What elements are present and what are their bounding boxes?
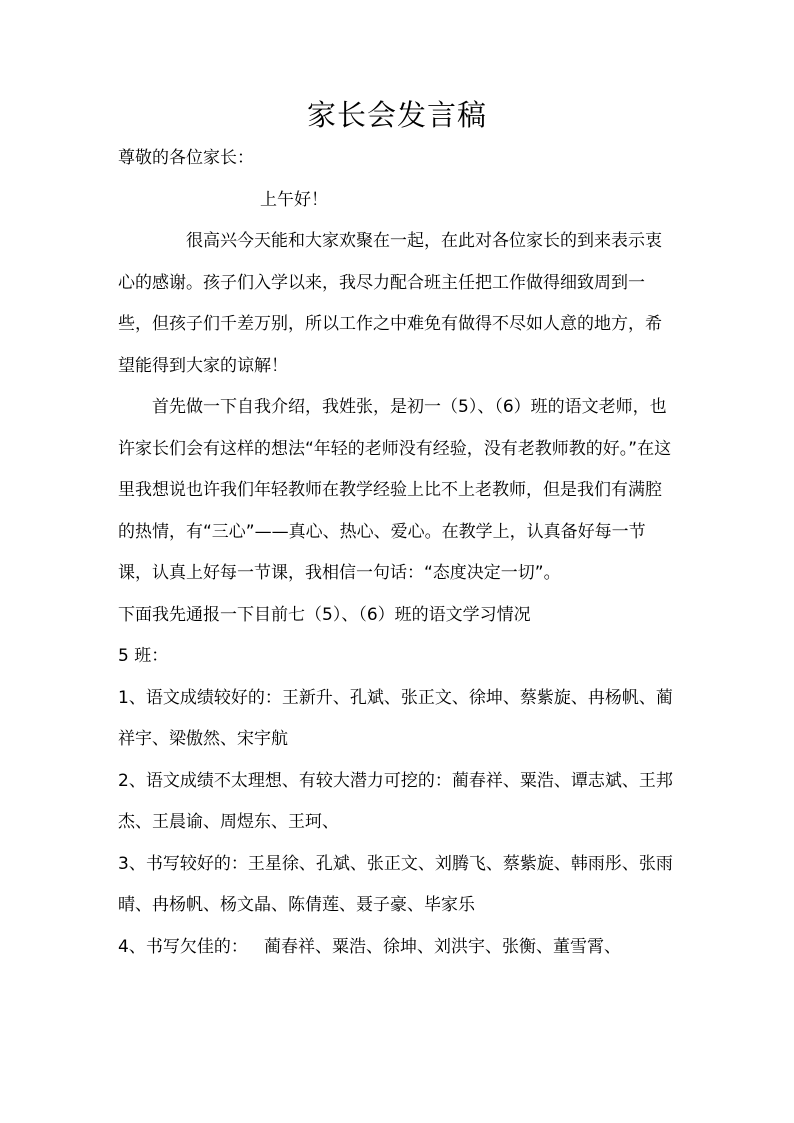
paragraph-intro: 首先做一下自我介绍，我姓张，是初一（5）、（6）班的语文老师，也许家长们会有这样的想法“年轻的老师没有经验，没有老教师教的好。”在这里我想说也许我们年轻教师在教学经验上比不上老教师，但是我们有满腔的热情，有“三心”——真心、热心、爱心。在教学上，认真备好每一节课，认真上好每一节课，我相信一句话：“态度决定一切”。 — [118, 397, 672, 583]
list-item-1: 1、语文成绩较好的：王新升、孔斌、张正文、徐坤、蔡紫旋、冉杨帆、蔺祥宇、梁傲然、宋宇航 — [118, 687, 673, 749]
document-body — [118, 138, 676, 968]
list-item-3: 3、书写较好的：王星徐、孔斌、张正文、刘腾飞、蔡紫旋、韩雨彤、张雨晴、冉杨帆、杨文晶、陈倩莲、聂子豪、毕家乐 — [118, 853, 673, 915]
class-label: 5 班： — [118, 646, 169, 666]
paragraph-welcome: 很高兴今天能和大家欢聚在一起，在此对各位家长的到来表示衷心的感谢。孩子们入学以来，我尽力配合班主任把工作做得细致周到一些，但孩子们千差万别，所以工作之中难免有做得不尽如人意的地方，希望能得到大家的谅解！ — [118, 231, 662, 376]
document-title: 家长会发言稿 — [306, 98, 487, 132]
greeting: 上午好！ — [260, 189, 328, 210]
paragraph-report-intro: 下面我先通报一下目前七（5）、（6）班的语文学习情况 — [118, 604, 531, 625]
list-item-2: 2、语文成绩不太理想、有较大潜力可挖的：蔺春祥、粟浩、谭志斌、王邦杰、王晨谕、周煜东、王珂、 — [118, 770, 673, 832]
list-item-4: 4、书写欠佳的： 蔺春祥、粟浩、徐坤、刘洪宇、张衡、董雪霄、 — [118, 936, 622, 957]
salutation: 尊敬的各位家长： — [118, 148, 254, 168]
